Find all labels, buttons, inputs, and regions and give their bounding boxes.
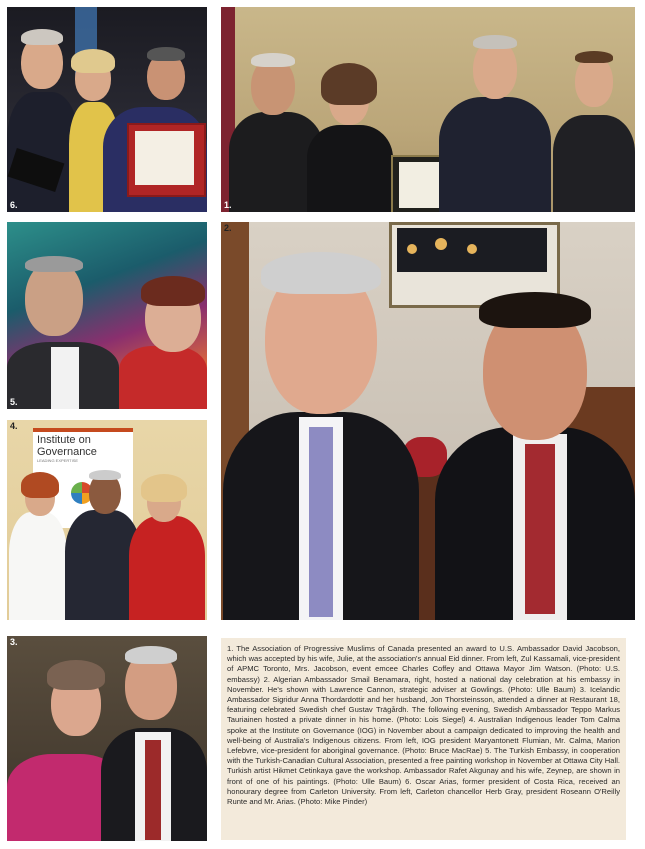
photo-number: 4. [10,421,18,431]
photo-6 [7,7,207,212]
photo-number: 6. [10,200,18,210]
photo-2 [221,222,635,620]
photo-5 [7,222,207,409]
photo-4 [7,420,207,620]
photo-1 [221,7,635,212]
caption-text: 1. The Association of Progressive Muslims of Canada presented an award to U.S. Ambassador David Jacobson, which was accepted by his wife, Julie, at the association's annual Eid dinner. From left, Zul Kassamali, vice-president of APMC Toronto, Mrs. Jacobson, event emcee Charles Coffey and Ottawa Mayor Jim Watson. (Photo: U.S. embassy) 2. Algerian Ambassador Smail Benamara, right, hosted a national day celebration at his embassy in November. He's shown with Lawrence Cannon, strategic adviser at Gowlings. (Photo: Ulle Baum) 3. Icelandic Ambassador Sigridur Anna Thordardottir and her husband, Jon Thorsteinsson, attended a dinner at Restaurant 18, featuring celebrated Swedish chef Gustav Trägårdh. The following evening, Swedish Ambassador Teppo Markus Tauriainen hosted a private dinner in his home. (Photo: Lois Siegel) 4. Australian Indigenous leader Tom Calma spoke at the Institute on Governance (IOG) in November about a campaign dedicated to improving the health and well-being of Australia's Indigenous citizens. From left, IOG president Maryantonett Flumian, Mr. Calma, Marion Lefebvre, vice-president for aboriginal governance. (Photo: Bruce MacRae) 5. The Turkish Embassy, in cooperation with the Turkish-Canadian Cultural Association, presented a free painting workshop in November at Ottawa City Hall. Turkish artist Hikmet Cetinkaya gave the workshop. Ambassador Rafet Akgunay and his wife, Zeynep, are shown in front of one of his paintings. (Photo: Ulle Baum) 6. Oscar Arias, former president of Costa Rica, received an honourary degree from Carleton University. From left, Carleton chancellor Herb Gray, president Roseann O'Reilly Runte and Mr. Arias. (Photo: Mike Pinder) [221,638,626,840]
sign-small: LEADING EXPERTISE [37,458,79,463]
sign-line-1: Institute on [37,434,91,446]
sign-line-2: Governance [37,446,97,458]
photo-number: 3. [10,637,18,647]
photo-number: 2. [224,223,232,233]
photo-3 [7,636,207,841]
photo-number: 5. [10,397,18,407]
photo-number: 1. [224,200,232,210]
